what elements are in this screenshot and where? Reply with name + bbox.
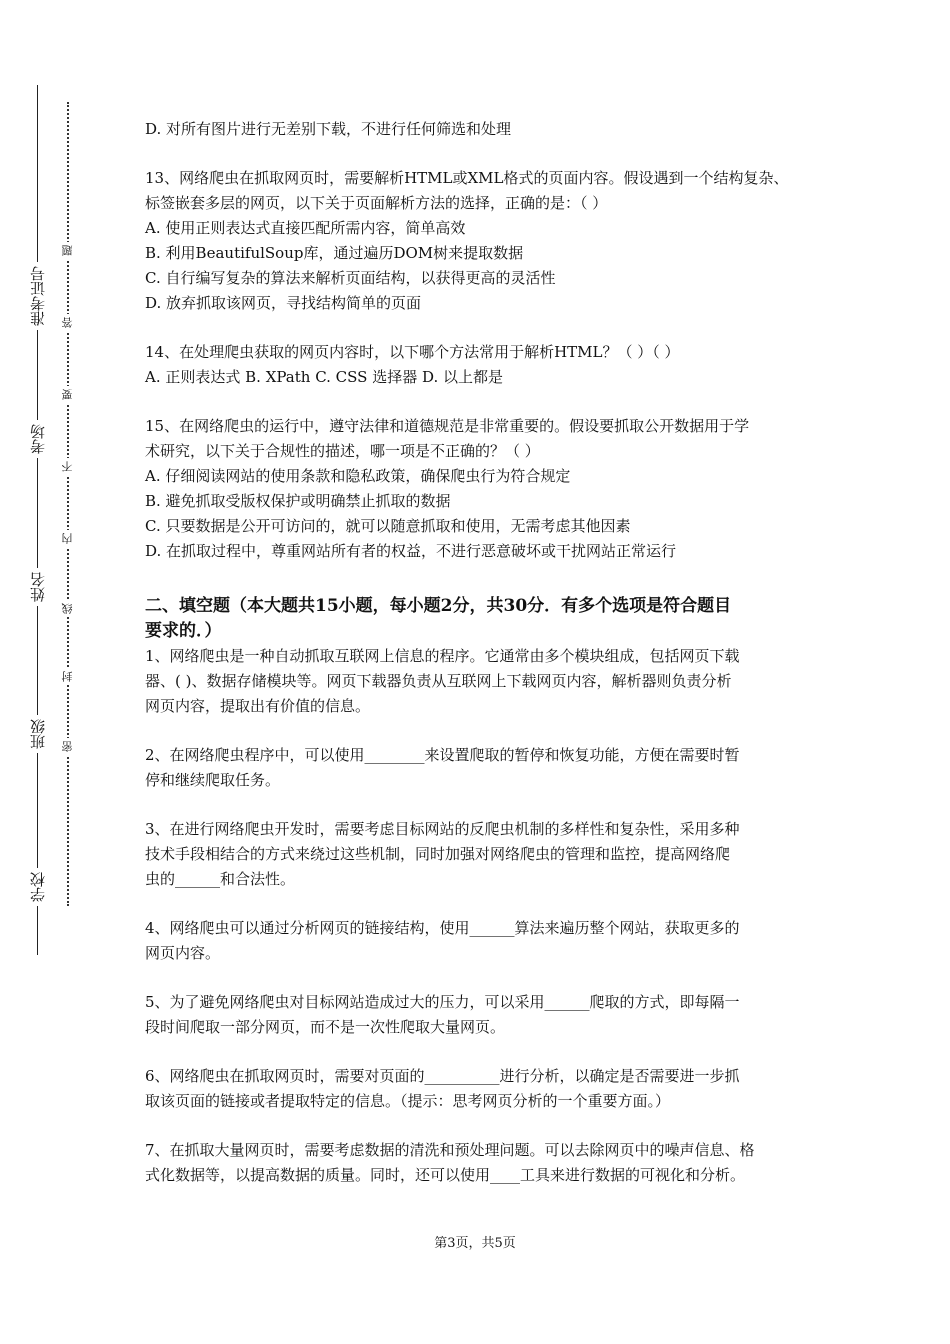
q15-option-c: C. 只要数据是公开可访问的，就可以随意抓取和使用，无需考虑其他因素 <box>145 517 631 535</box>
q13-option-a: A. 使用正则表达式直接匹配所需内容，简单高效 <box>145 219 466 237</box>
seal-char: 题 <box>59 242 77 259</box>
fill-question-2 <box>145 743 815 793</box>
fill-question-3 <box>145 817 815 892</box>
fill-q5-line1: 5、为了避免网络爬虫对目标网站造成过大的压力，可以采用______爬取的方式，即每隔一 <box>145 993 740 1011</box>
question-15 <box>145 414 815 564</box>
section-2-title-line1: 二、填空题（本大题共15小题，每小题2分，共30分．有多个选项是符合题目 <box>145 596 732 616</box>
fill-q4-line1: 4、网络爬虫可以通过分析网页的链接结构，使用______算法来遍历整个网站，获取更多的 <box>145 919 740 937</box>
q13-stem-line2: 标签嵌套多层的网页，以下关于页面解析方法的选择，正确的是：（ ） <box>145 194 608 212</box>
binding-margin <box>0 0 110 1344</box>
seal-dotted-line <box>67 102 69 906</box>
q13-stem-line1: 13、网络爬虫在抓取网页时，需要解析HTML或XML格式的页面内容。假设遇到一个结构复杂、 <box>145 169 789 187</box>
fill-question-5 <box>145 990 815 1040</box>
q15-option-d: D. 在抓取过程中，尊重网站所有者的权益，不进行恶意破坏或干扰网站正常运行 <box>145 542 677 560</box>
field-class-label: 班级 <box>14 715 62 753</box>
section-2-fill-in <box>145 594 815 1188</box>
q12-option-d: D. 对所有图片进行无差别下载，不进行任何筛选和处理 <box>145 120 512 138</box>
fill-question-1 <box>145 644 815 719</box>
seal-char: 封 <box>59 668 77 685</box>
fill-q5-line2: 段时间爬取一部分网页，而不是一次性爬取大量网页。 <box>145 1018 506 1036</box>
q15-option-b: B. 避免抓取受版权保护或明确禁止抓取的数据 <box>145 492 451 510</box>
fill-question-6 <box>145 1064 815 1114</box>
q13-option-b: B. 利用BeautifulSoup库，通过遍历DOM树来提取数据 <box>145 244 524 262</box>
fill-q7-line1: 7、在抓取大量网页时，需要考虑数据的清洗和预处理问题。可以去除网页中的噪声信息、格 <box>145 1141 755 1159</box>
fill-q6-line2: 取该页面的链接或者提取特定的信息。（提示：思考网页分析的一个重要方面。） <box>145 1092 671 1110</box>
fill-q1-line2: 器、( )、数据存储模块等。网页下载器负责从互联网上下载网页内容，解析器则负责分析 <box>145 672 732 690</box>
fill-q2-line2: 停和继续爬取任务。 <box>145 771 281 789</box>
q14-stem: 14、在处理爬虫获取的网页内容时，以下哪个方法常用于解析HTML？（ ）（ ） <box>145 343 680 361</box>
fill-q1-line3: 网页内容，提取出有价值的信息。 <box>145 697 371 715</box>
seal-char: 不 <box>59 458 77 475</box>
q13-option-c: C. 自行编写复杂的算法来解析页面结构，以获得更高的灵活性 <box>145 269 556 287</box>
field-school-label: 学校 <box>14 868 62 906</box>
seal-char: 答 <box>59 314 77 331</box>
fill-q7-line2: 式化数据等，以提高数据的质量。同时，还可以使用____工具来进行数据的可视化和分析。 <box>145 1166 746 1184</box>
fill-q3-line1: 3、在进行网络爬虫开发时，需要考虑目标网站的反爬虫机制的多样性和复杂性，采用多种 <box>145 820 740 838</box>
field-exam-room-label: 考场 <box>14 420 62 458</box>
fill-question-4 <box>145 916 815 966</box>
field-name-label: 姓名 <box>14 568 62 606</box>
seal-char: 线 <box>59 600 77 617</box>
section-2-title-line2: 要求的．） <box>145 621 222 641</box>
q15-stem-line1: 15、在网络爬虫的运行中，遵守法律和道德规范是非常重要的。假设要抓取公开数据用于学 <box>145 417 750 435</box>
fill-q3-line2: 技术手段相结合的方式来绕过这些机制，同时加强对网络爬虫的管理和监控，提高网络爬 <box>145 845 731 863</box>
field-ticket-number-label: 准考证号 <box>14 262 62 330</box>
exam-content <box>145 117 815 1188</box>
question-14 <box>145 340 815 390</box>
seal-char: 密 <box>59 738 77 755</box>
fill-q4-line2: 网页内容。 <box>145 944 221 962</box>
q15-option-a: A. 仔细阅读网站的使用条款和隐私政策，确保爬虫行为符合规定 <box>145 467 571 485</box>
fill-q3-line3: 虫的______和合法性。 <box>145 870 296 888</box>
fill-question-7 <box>145 1138 815 1188</box>
seal-char: 要 <box>59 386 77 403</box>
fill-q1-line1: 1、网络爬虫是一种自动抓取互联网上信息的程序。它通常由多个模块组成，包括网页下载 <box>145 647 740 665</box>
question-13 <box>145 166 815 316</box>
fill-q2-line1: 2、在网络爬虫程序中，可以使用________来设置爬取的暂停和恢复功能，方便在需要时暂 <box>145 746 740 764</box>
q14-options: A. 正则表达式 B. XPath C. CSS 选择器 D. 以上都是 <box>145 368 504 386</box>
seal-char: 内 <box>59 530 77 547</box>
q13-option-d: D. 放弃抓取该网页，寻找结构简单的页面 <box>145 294 422 312</box>
fill-q6-line1: 6、网络爬虫在抓取网页时，需要对页面的__________进行分析，以确定是否需要进一步抓 <box>145 1067 740 1085</box>
q15-stem-line2: 术研究，以下关于合规性的描述，哪一项是不正确的？（ ） <box>145 442 540 460</box>
binding-solid-line <box>37 85 38 955</box>
page-number-footer: 第3页，共5页 <box>434 1236 516 1251</box>
